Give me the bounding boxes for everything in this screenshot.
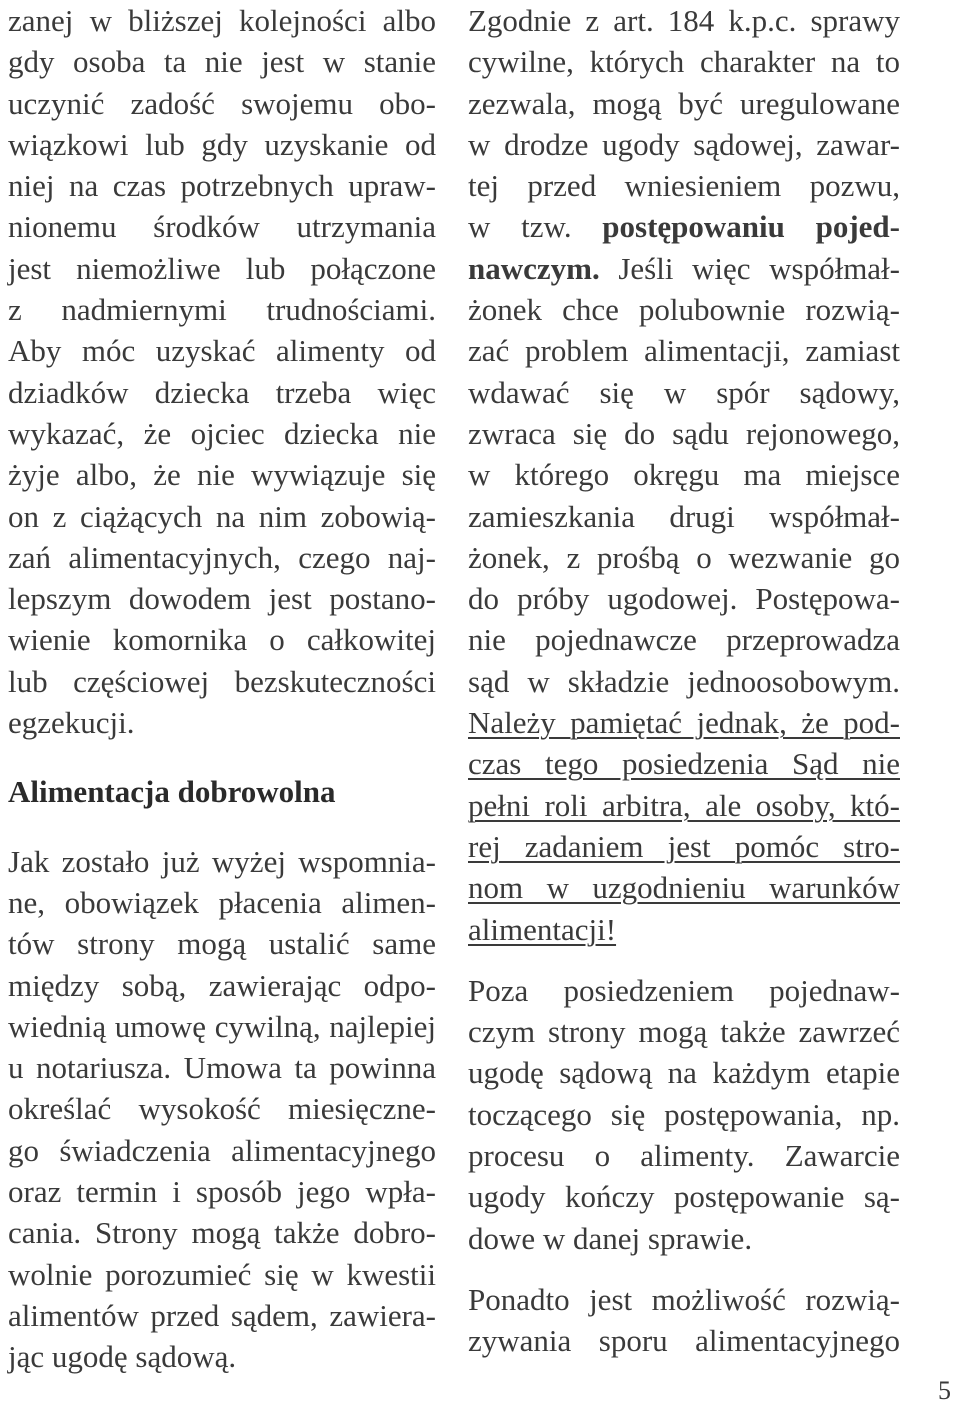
page-number: 5 bbox=[938, 1376, 951, 1405]
text-line: Ponadto jest możliwość rozwią- bbox=[468, 1281, 900, 1317]
text-line: procesu o alimenty. Zawarcie bbox=[468, 1138, 900, 1174]
text-line: oraz termin i sposób jego wpła- bbox=[8, 1174, 436, 1210]
right-column bbox=[468, 0, 900, 1362]
text-line: Jak zostało już wyżej wspomnia- bbox=[8, 843, 436, 879]
paragraph-settlement-any-stage bbox=[468, 970, 900, 1259]
underlined-text-line: czas tego posiedzenia Sąd nie bbox=[468, 746, 900, 782]
text-line: wdawać się w spór sądowy, bbox=[468, 374, 900, 410]
text-line: wiednią umowę cywilną, najlepiej bbox=[8, 1008, 436, 1044]
text-line: nie pojednawcze przeprowadza bbox=[468, 622, 900, 658]
text-line: określać wysokość miesięczne- bbox=[8, 1091, 436, 1127]
plain-text: Jeśli więc współmał- bbox=[618, 250, 900, 286]
text-line: dziadków dziecka trzeba więc bbox=[8, 374, 436, 410]
text-line: niej na czas potrzebnych upraw- bbox=[8, 168, 436, 204]
text-line: żonek chce polubownie rozwią- bbox=[468, 292, 900, 328]
text-line: wykazać, że ojciec dziecka nie bbox=[8, 415, 436, 451]
text-line: żyje albo, że nie wywiązuje się bbox=[8, 457, 436, 493]
text-line: u notariusza. Umowa ta powinna bbox=[8, 1050, 436, 1086]
text-line: ugody kończy postępowanie są- bbox=[468, 1179, 900, 1215]
text-line: w którego okręgu ma miejsce bbox=[468, 457, 900, 493]
section-heading: Alimentacja dobrowolna bbox=[8, 774, 336, 810]
underlined-text-line: rej zadaniem jest pomóc stro- bbox=[468, 828, 900, 864]
text-line: jąc ugodę sądową. bbox=[8, 1339, 237, 1375]
text-line: ugodę sądową na każdym etapie bbox=[468, 1055, 900, 1091]
text-line: lepszym dowodem jest postano- bbox=[8, 581, 436, 617]
plain-text: w tzw. bbox=[468, 209, 572, 245]
text-line: zać problem alimentacji, zamiast bbox=[468, 333, 900, 369]
text-line: żonek, z prośbą o wezwanie go bbox=[468, 539, 900, 575]
text-line: zanej w bliższej kolejności albo bbox=[8, 3, 436, 38]
underlined-text-line: alimentacji! bbox=[468, 911, 617, 947]
text-line: między sobą, zawierając odpo- bbox=[8, 967, 436, 1003]
text-line: go świadczenia alimentacyjnego bbox=[8, 1132, 436, 1168]
text-line: zamieszkania drugi współmał- bbox=[468, 498, 900, 534]
paragraph-voluntary-alimony bbox=[8, 841, 436, 1378]
text-line: Aby móc uzyskać alimenty od bbox=[8, 333, 436, 369]
text-line: zań alimentacyjnych, czego naj- bbox=[8, 539, 436, 575]
text-line: sąd w składzie jednoosobowym. bbox=[468, 663, 900, 699]
text-line: zwraca się do sądu rejonowego, bbox=[468, 415, 900, 451]
text-line: zezwala, mogą być uregulowane bbox=[468, 85, 900, 121]
text-line: tej przed wniesieniem pozwu, bbox=[468, 168, 900, 204]
underlined-text-line: pełni roli arbitra, ale osoby, któ- bbox=[468, 787, 900, 823]
text-line: Poza posiedzeniem pojednaw- bbox=[468, 972, 900, 1008]
bold-term: postępowaniu pojed- bbox=[602, 209, 900, 245]
paragraph-obligation-order bbox=[8, 0, 436, 743]
underlined-text-line: nom w uzgodnieniu warunków bbox=[468, 870, 900, 906]
text-line: cywilne, których charakter na to bbox=[468, 44, 900, 80]
text-line: z nadmiernymi trudnościami. bbox=[8, 292, 436, 328]
text-line: toczącego się postępowania, np. bbox=[468, 1096, 900, 1132]
bold-term: nawczym. bbox=[468, 250, 600, 286]
text-line: egzekucji. bbox=[8, 705, 135, 741]
left-column bbox=[8, 0, 436, 1378]
text-line: lub częściowej bezskuteczności bbox=[8, 663, 436, 699]
text-line: cania. Strony mogą także dobro- bbox=[8, 1215, 436, 1251]
text-line: wiązkowi lub gdy uzyskanie od bbox=[8, 126, 436, 162]
underlined-text-line: Należy pamiętać jednak, że pod- bbox=[468, 705, 900, 741]
text-line: czym strony mogą także zawrzeć bbox=[468, 1014, 900, 1050]
text-line: on z ciążących na nim zobowią- bbox=[8, 498, 436, 534]
text-line: alimentów przed sądem, zawiera- bbox=[8, 1297, 436, 1333]
text-line: gdy osoba ta nie jest w stanie bbox=[8, 44, 436, 80]
text-line: jest niemożliwe lub połączone bbox=[8, 250, 436, 286]
text-line-mixed bbox=[468, 206, 900, 247]
text-line: wienie komornika o całkowitej bbox=[8, 622, 436, 658]
text-line: tów strony mogą ustalić same bbox=[8, 926, 436, 962]
text-line: uczynić zadość swojemu obo- bbox=[8, 85, 436, 121]
text-line: dowe w danej sprawie. bbox=[468, 1220, 753, 1256]
text-line: Zgodnie z art. 184 k.p.c. sprawy bbox=[468, 3, 900, 38]
paragraph-court-settlement bbox=[468, 0, 900, 950]
text-line: do próby ugodowej. Postępowa- bbox=[468, 581, 900, 617]
text-line: w drodze ugody sądowej, zawar- bbox=[468, 126, 900, 162]
text-line: wolnie porozumieć się w kwestii bbox=[8, 1256, 436, 1292]
text-line: ne, obowiązek płacenia alimen- bbox=[8, 884, 436, 920]
text-line: nionemu środków utrzymania bbox=[8, 209, 436, 245]
text-line-mixed bbox=[468, 248, 900, 289]
paragraph-dispute-resolution bbox=[468, 1279, 900, 1362]
text-line: zywania sporu alimentacyjnego bbox=[468, 1323, 900, 1359]
